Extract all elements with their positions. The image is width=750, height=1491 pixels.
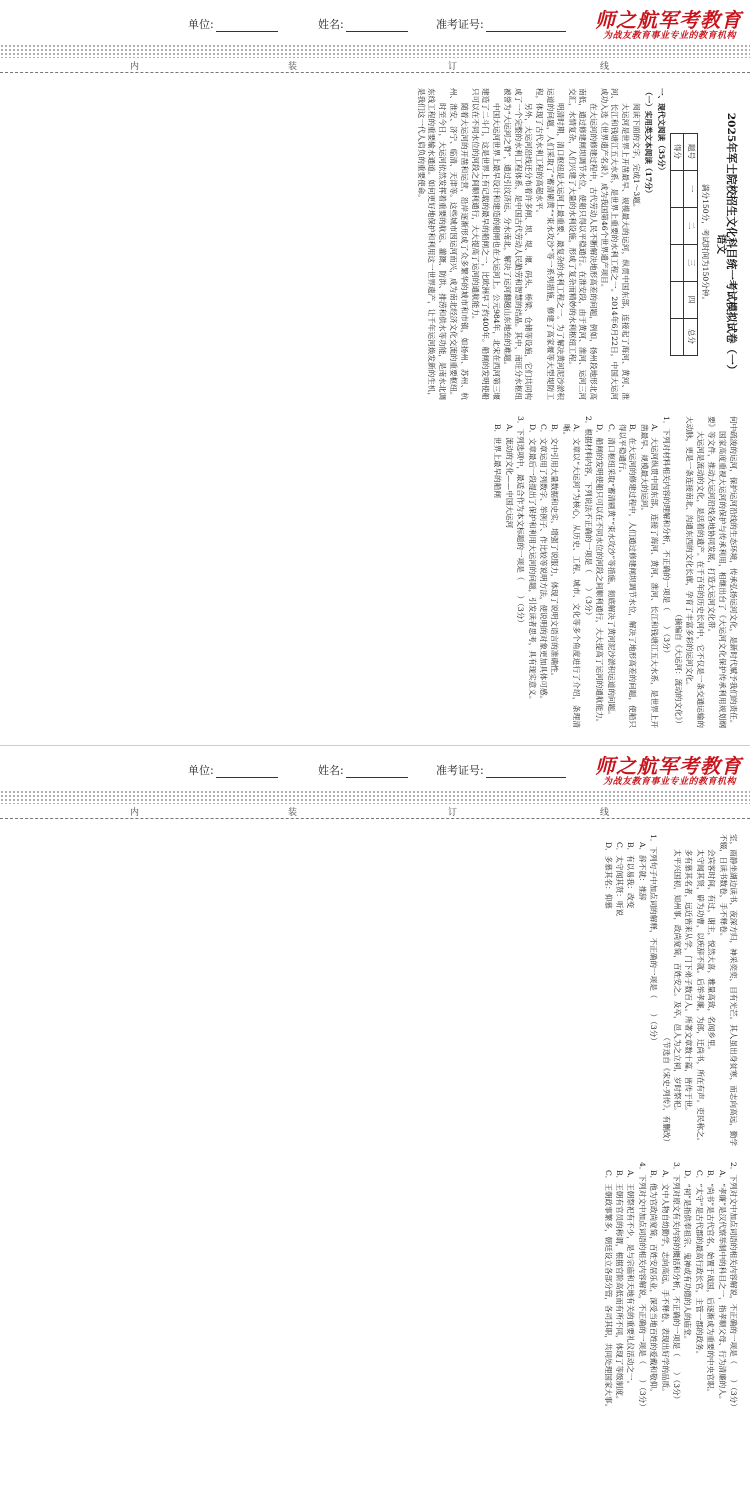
ticket-blank[interactable] <box>486 766 566 778</box>
passage-paragraph: 会宾客时间，有过，谢主，悦然大喜，雅量高致，名闻乡里。 <box>707 849 717 1055</box>
answer-option[interactable]: D．多慕其名：仰慕 <box>603 842 613 909</box>
ticket-label: 准考证号: <box>436 18 484 31</box>
answer-option[interactable]: A．文中人物自幼勤学，志向高远，手不释卷，表现出好学的品质。 <box>660 1170 670 1396</box>
unit-field <box>188 762 278 778</box>
answer-option[interactable]: C．“太守”是古代郡的最高行政长官，主管一郡的政务。 <box>694 1170 704 1359</box>
seal-mark: 内 <box>130 808 140 818</box>
passage-paragraph: 明清时期，清口枢纽是大运河上最重要、最复杂的水利工程之一。为了解决黄河泥沙淤积运道的问题，人们采取了“蓄清刷黄”“束水攻沙”等一系列措施，修建了高家堰等大型堤防工程，体现了古代水利工程的高超水平。 <box>535 88 566 400</box>
score-cell[interactable] <box>670 281 683 318</box>
passage-source: （节选自《宋史·列传》，有删改） <box>661 1033 671 1146</box>
brand-logo <box>595 750 745 788</box>
left-column <box>16 88 738 400</box>
left-column <box>16 834 738 1146</box>
score-row-label: 得分 <box>670 133 683 170</box>
answer-option[interactable]: C．清口枢纽采取“蓄清刷黄”“束水攻沙”等措施，彻底解决了黄河泥沙淤积运道的问题。 <box>606 424 616 719</box>
answer-option[interactable]: A．文章以“大运河”为核心，从历史、工程、城市、文化等多个角度进行了介绍，条理清晰。 <box>561 424 582 728</box>
name-field <box>318 16 408 32</box>
logo-slogan: 为战友教育事业专业的教育机构 <box>603 777 737 787</box>
score-header: 一 <box>684 170 697 207</box>
passage-paragraph: 多有慕其名者，远近皆来从学，门下弟子数百人。所著文章数十篇，皆传于世。 <box>684 849 694 1115</box>
right-column <box>16 416 738 728</box>
seal-line <box>0 804 750 819</box>
answer-option[interactable]: C．太守闻其贤：听说 <box>614 842 624 917</box>
answer-option[interactable]: A．王朝祭祀有不少，是与宗庙和天地有关的重要礼仪活动之一。 <box>626 1170 636 1389</box>
answer-option[interactable]: B．文中引用大量数据和史实，增强了说服力，体现了说明文语言的准确性。 <box>550 424 560 681</box>
right-column <box>16 1162 738 1474</box>
unit-label: 单位: <box>188 764 214 777</box>
passage-paragraph: 大运河是世界上开凿最早、规模最大的运河，纵贯中国东部，连接起了海河、黄河、淮河、长江和钱塘江五大水系，是世界上重要的水利工程之一。2014年6月22日，中国大运河成功入选《世界遗产名录》，成为我国第46个世界遗产项目。 <box>599 88 630 400</box>
logo-title: 师之航军考教育 <box>595 8 742 32</box>
ticket-blank[interactable] <box>486 20 566 32</box>
logo-slogan: 为战友教育事业专业的教育机构 <box>603 31 737 41</box>
passage-paragraph: 太平兴国初，知州事，政尚宽简，百姓安之。及卒，邑人为之立祠，岁时祭祀。 <box>672 849 682 1115</box>
answer-option[interactable]: D．文章最后一段提出了保护和利用大运河的问题，引发读者思考，具有现实意义。 <box>527 424 537 704</box>
unit-blank[interactable] <box>216 20 278 32</box>
score-table <box>670 133 698 356</box>
question-stem: 1．下列句子中加点词的解释，不正确的一项是（ ）（3分） <box>649 834 659 1045</box>
answer-option[interactable]: A．流动的文化——中国大运河 <box>504 424 514 529</box>
score-header: 题号 <box>684 133 697 170</box>
exam-page-2 <box>0 746 750 1491</box>
rotated-content <box>8 824 742 1486</box>
passage-paragraph: 中国大运河世界上最早设计和建造的船闸也在大运河上。公元984年，北宋在西河第三堰建造了二斗门，这是世界上有记载的最早的船闸之一，比欧洲早了约400年。船闸的发明使船只可以在不同水位的河段之间顺利通行，大大提高了运河的通航能力。 <box>471 88 501 400</box>
dotted-band <box>0 44 750 58</box>
score-cell[interactable] <box>670 170 683 207</box>
question-stem: 3．下列对原文有关内容的概括和分析，不正确的一项是（ ）（3分） <box>671 1162 681 1404</box>
answer-option[interactable]: A．辞不就：推辞 <box>637 842 647 901</box>
passage-paragraph: 太守闻其贤，辟为功曹，以疾辞不就。后举孝廉，为郎，迁尚书，所在有声。吏民称之。 <box>695 849 705 1146</box>
passage-paragraph: 国家高度重视大运河的保护与传承利用，相继出台了《大运河文化保护传承利用规划纲要》等文件，推动大运河沿线各地协同发展，打造大运河文化带。 <box>707 416 727 728</box>
brand-logo <box>595 4 745 42</box>
name-label: 姓名: <box>318 18 344 31</box>
answer-option[interactable]: D．船闸的发明使船只可以在不同水位的河段之间顺利通行，大大提高了运河的通航能力。 <box>595 424 605 727</box>
question-stem: 2．根据材料内容，下列说法不正确的一项是（ ）（3分） <box>583 416 593 620</box>
seal-mark: 内 <box>130 62 140 72</box>
logo-title: 师之航军考教育 <box>595 754 742 778</box>
subsection-heading: （一）实用类文本阅读（17分） <box>643 88 653 198</box>
answer-option[interactable]: B．王朝有官员的称谓，根据官阶高低而有所不同，体现了等级制度。 <box>614 1170 624 1404</box>
section-heading: 一、现代文阅读（35分） <box>656 88 666 175</box>
score-header: 三 <box>684 244 697 281</box>
question-stem: 2．下列对文中加点词语的相关内容解说，不正确的一项是（ ）（3分） <box>729 1162 738 1411</box>
passage-paragraph: 室，雨静坐湖边读书，夜深方归，神采奕奕，目有光芒。其人虽出身贫寒，而志向高远，勤学不辍，日读书数卷，手不释卷。 <box>718 834 738 1146</box>
answer-option[interactable]: C．王朝政事繁多，朝廷设立各部分管，各司其职，共同处理国家大事。 <box>603 1170 613 1412</box>
question-stem: 1．下列对材料相关内容的理解和分析，不正确的一项是（ ）（3分） <box>661 416 671 658</box>
ticket-field <box>436 762 566 778</box>
passage-paragraph: 随着大运河的开凿和运营，沿岸逐渐形成了众多繁华的城市和市镇，如扬州、苏州、杭州、淮安、济宁、临清、天津等。这些城市因运河而兴，成为南北经济文化交流的重要枢纽。 <box>449 88 469 400</box>
seal-mark: 装 <box>288 808 298 818</box>
answer-option[interactable]: B．有以易我：改变 <box>626 842 636 909</box>
answer-sheet-header <box>0 0 750 44</box>
answer-option[interactable]: A．大运河纵贯中国东部，连接了海河、黄河、淮河、长江和钱塘江五大水系，是世界上开凿最早、规模最大的运河。 <box>639 424 660 728</box>
score-cell[interactable] <box>670 318 683 355</box>
unit-label: 单位: <box>188 18 214 31</box>
passage-instruction: 阅读下面的文字，完成1～3题。 <box>632 103 642 212</box>
passage-paragraph: 在大运河的修建过程中，古代劳动人民不断解决地形高差的问题，例如，扬州段地形北高南低，通过修建闸坝调节水位，使船只得以平稳通行。在淮安段，由于黄河、淮河、运河三河交汇，水情复杂，人们兴建了大量的水利设施，形成了复杂而精妙的水利枢纽工程。 <box>567 88 598 400</box>
name-blank[interactable] <box>346 20 408 32</box>
passage-paragraph: 时至今日，大运河依然发挥着重要的航运、灌溉、防洪、排涝和供水等功能，是南水北调东线工程的重要输水通道。如何更好地保护和利用这一世界遗产，让千年运河焕发新的生机，是我们这一代人肩负的重要使命。 <box>417 88 447 400</box>
name-blank[interactable] <box>346 766 408 778</box>
exam-page-1 <box>0 0 750 745</box>
passage-paragraph: 另外，大运河沿线还分布着许多闸、坝、堤、堰、码头、桥梁、仓储等设施，它们共同构成了一个完整的水利工程体系，是中国古代劳动人民勤劳和智慧的结晶。其中，南旺分水枢纽被誉为“大运河之脊”，通过引汶济运、分水南北，解决了运河翻越山东地垒的难题。 <box>503 88 534 400</box>
unit-field <box>188 16 278 32</box>
answer-option[interactable]: B．世界上最早的船闸 <box>493 424 503 498</box>
seal-mark: 订 <box>448 62 458 72</box>
answer-option[interactable]: B．他为官政尚宽简，百姓安居乐业，深受当地百姓的爱戴和敬仰。 <box>649 1170 659 1396</box>
score-cell[interactable] <box>670 244 683 281</box>
score-header: 四 <box>684 281 697 318</box>
answer-option[interactable]: C．文章运用了列数字、举例子、作比较等说明方法，使说明的对象更加具体可感。 <box>539 424 549 704</box>
exam-subject: 语文 <box>714 234 726 254</box>
exam-note: 满分150分，考试时间为150分钟。 <box>701 183 711 305</box>
question-stem: 4．下列对文中加点词语的相关内容解说，不正确的一项是（ ）（3分） <box>637 1162 647 1411</box>
passage-paragraph: 何中疏浚的运河，保护运河沿线的生态环境，传承弘扬运河文化，是新时代赋予我们的责任。 <box>729 416 738 728</box>
answer-option[interactable]: B．“尚书”是古代官名，始置于战国，后逐渐成为重要的中央官职。 <box>706 1170 716 1396</box>
unit-blank[interactable] <box>216 766 278 778</box>
passage-paragraph: 大运河是流动的文化，是活着的遗产。在千百年的历史长河中，它不仅是一条交通运输的大动脉，更是一条连接南北、沟通东西的文化长廊，孕育了丰富多彩的运河文化。 <box>685 416 705 728</box>
question-stem: 3．下列选项中，最适合作为本文标题的一项是（ ）（3分） <box>516 416 526 627</box>
seal-mark: 线 <box>600 808 610 818</box>
exam-title: 2025年军士院校招生文化科目统一考试模拟试卷（一） <box>725 112 737 376</box>
answer-option[interactable]: B．在大运河的修建过程中，人们通过修建闸坝调节水位，解决了地形高差的问题，使船只得以平稳通行。 <box>617 424 638 728</box>
score-header: 二 <box>684 207 697 244</box>
answer-option[interactable]: D．“祠”是指供奉祖宗、鬼神或有功德的人的庙堂。 <box>683 1170 693 1344</box>
ticket-label: 准考证号: <box>436 764 484 777</box>
score-header: 总分 <box>684 318 697 355</box>
rotated-content <box>8 78 742 740</box>
seal-mark: 订 <box>448 808 458 818</box>
passage-source: （摘编自《大运河：流动的文化》） <box>673 610 683 728</box>
score-cell[interactable] <box>670 207 683 244</box>
seal-mark: 装 <box>288 62 298 72</box>
dotted-band <box>0 790 750 804</box>
ticket-field <box>436 16 566 32</box>
answer-option[interactable]: A．“孝廉”是汉代察举制中的科目之一，指孝顺父母、行为清廉的人。 <box>717 1170 727 1404</box>
seal-line <box>0 58 750 73</box>
answer-sheet-header <box>0 746 750 790</box>
seal-mark: 线 <box>600 62 610 72</box>
name-field <box>318 762 408 778</box>
name-label: 姓名: <box>318 764 344 777</box>
